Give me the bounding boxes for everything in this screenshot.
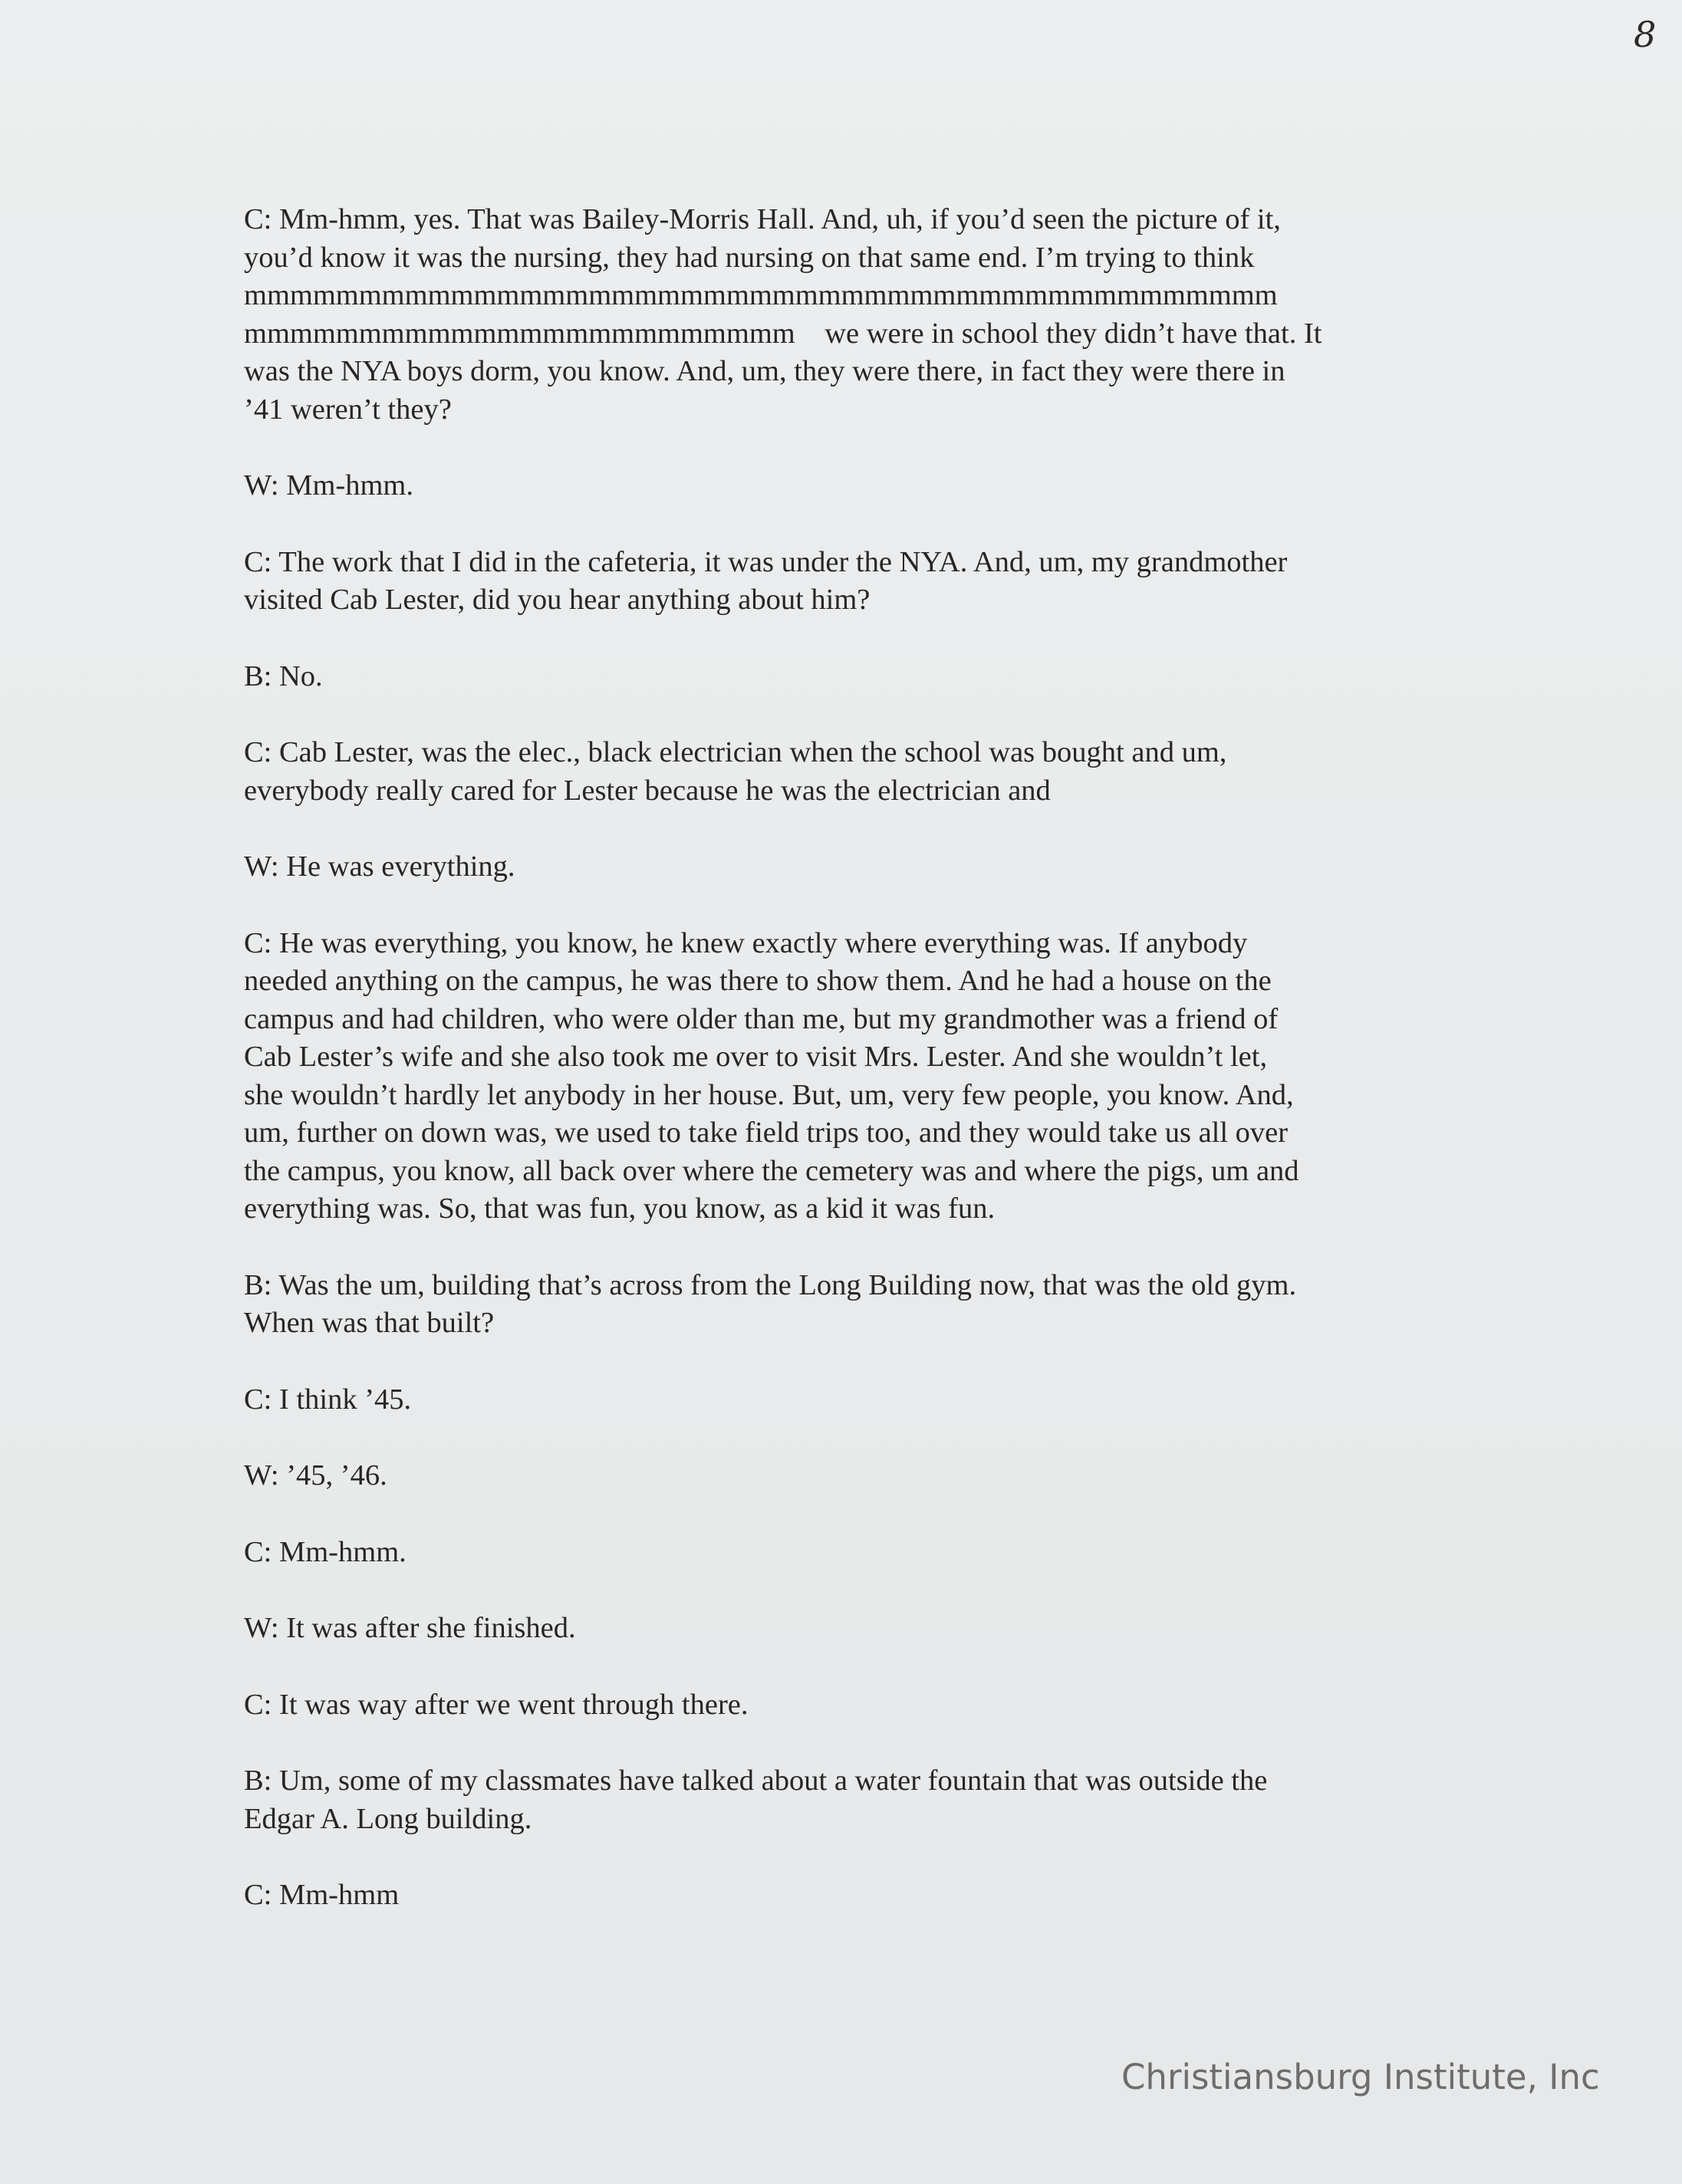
text-line: C: Mm-hmm, yes. That was Bailey-Morris Hall. And, uh, if you’d seen the picture of it, <box>244 203 1281 235</box>
text-line: C: It was way after we went through there. <box>244 1688 749 1721</box>
text-line: mmmmmmmmmmmmmmmmmmmmmmmm we were in school they didn’t have that. It <box>244 317 1322 350</box>
transcript-paragraph <box>244 1762 1448 1838</box>
text-line: B: Was the um, building that’s across from the Long Building now, that was the old gym. <box>244 1268 1297 1301</box>
text-line: B: No. <box>244 659 323 692</box>
text-line: she wouldn’t hardly let anybody in her house. But, um, very few people, you know. And, <box>244 1078 1294 1111</box>
text-line: C: He was everything, you know, he knew exactly where everything was. If anybody <box>244 926 1248 959</box>
text-line: everything was. So, that was fun, you know, as a kid it was fun. <box>244 1192 996 1225</box>
transcript-paragraph <box>244 1457 1448 1495</box>
text-line: C: I think ’45. <box>244 1383 412 1416</box>
text-line: um, further on down was, we used to take field trips too, and they would take us all over <box>244 1117 1289 1149</box>
transcript-paragraph <box>244 1534 1448 1572</box>
transcript-paragraph <box>244 848 1448 886</box>
text-line: C: Mm-hmm <box>244 1879 400 1911</box>
transcript-paragraph <box>244 658 1448 696</box>
transcript-paragraph <box>244 1381 1448 1419</box>
text-line: needed anything on the campus, he was there to show them. And he had a house on the <box>244 965 1272 997</box>
text-line: visited Cab Lester, did you hear anything about him? <box>244 584 871 616</box>
text-line: B: Um, some of my classmates have talked about a water fountain that was outside the <box>244 1765 1268 1797</box>
text-line: Edgar A. Long building. <box>244 1802 532 1835</box>
text-line: C: Mm-hmm. <box>244 1535 407 1568</box>
text-line: C: The work that I did in the cafeteria, it was under the NYA. And, um, my grandmother <box>244 545 1288 578</box>
page-number: 8 <box>1634 14 1657 55</box>
text-line: ’41 weren’t they? <box>244 393 452 426</box>
text-line: W: It was after she finished. <box>244 1612 576 1644</box>
text-line: W: Mm-hmm. <box>244 469 413 502</box>
watermark-text: Christiansburg Institute, Inc <box>1121 2057 1600 2097</box>
text-line: everybody really cared for Lester because he was the electrician and <box>244 774 1051 807</box>
transcript-paragraph <box>244 1686 1448 1725</box>
transcript-paragraph <box>244 1267 1448 1343</box>
text-line: C: Cab Lester, was the elec., black electrician when the school was bought and um, <box>244 736 1227 768</box>
text-line: you’d know it was the nursing, they had nursing on that same end. I’m trying to think <box>244 241 1255 274</box>
transcript-paragraph <box>244 201 1448 429</box>
transcript-paragraph <box>244 544 1448 620</box>
text-line: the campus, you know, all back over where the cemetery was and where the pigs, um and <box>244 1154 1299 1187</box>
transcript-paragraph <box>244 925 1448 1228</box>
text-line: Cab Lester’s wife and she also took me over to visit Mrs. Lester. And she wouldn’t let, <box>244 1041 1268 1073</box>
text-line: W: He was everything. <box>244 850 515 883</box>
transcript-paragraph <box>244 734 1448 810</box>
text-line: campus and had children, who were older than me, but my grandmother was a friend of <box>244 1002 1279 1035</box>
transcript-paragraph <box>244 1876 1448 1915</box>
text-line: W: ’45, ’46. <box>244 1459 387 1492</box>
text-line: mmmmmmmmmmmmmmmmmmmmmmmmmmmmmmmmmmmmmmmmmmmmm <box>244 279 1278 311</box>
text-line: When was that built? <box>244 1307 495 1339</box>
transcript-paragraph <box>244 1610 1448 1648</box>
text-line: was the NYA boys dorm, you know. And, um, they were there, in fact they were there in <box>244 355 1285 387</box>
transcript-body <box>244 201 1448 1953</box>
transcript-paragraph <box>244 467 1448 505</box>
